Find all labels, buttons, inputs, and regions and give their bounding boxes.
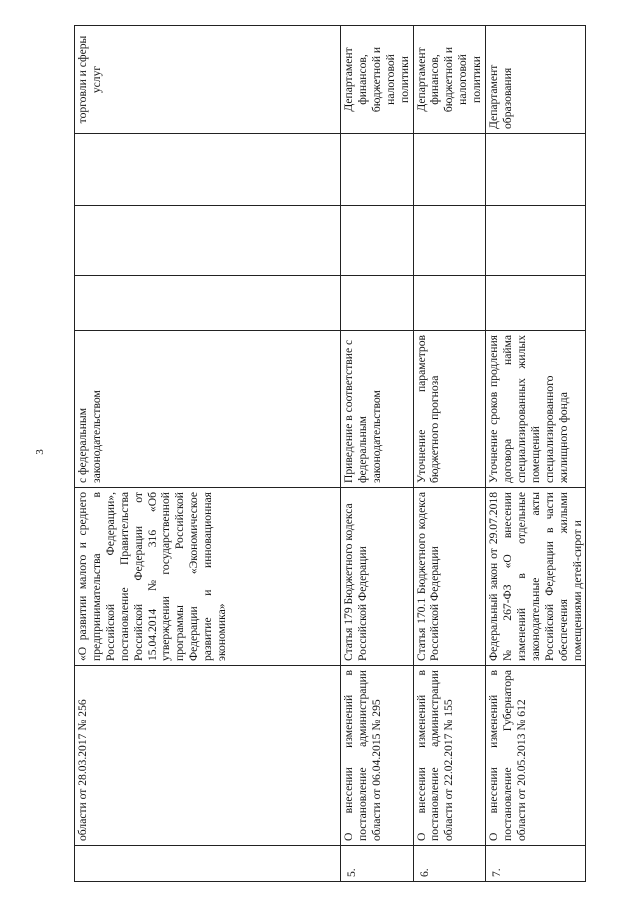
cell-empty: [75, 276, 341, 331]
cell-empty: [486, 206, 586, 276]
cell-responsible: торговли и сферы услуг: [75, 26, 341, 134]
page-number: 3: [34, 449, 46, 455]
cell-responsible: Департамент финансов, бюджетной и налоговой политики: [341, 26, 414, 134]
cell-reason: Уточнение сроков продления договора найма специализированных жилых помещений специализированного жилищного фонда: [486, 331, 586, 488]
cell-empty: [413, 276, 486, 331]
cell-reason: Приведение в соответствие с федеральным законодательством: [341, 331, 414, 488]
table-row: [486, 26, 586, 882]
cell-empty: [413, 206, 486, 276]
cell-responsible: Департамент финансов, бюджетной и налоговой политики: [413, 26, 486, 134]
cell-empty: [413, 134, 486, 206]
cell-title: О внесении изменений в постановление администрации области от 06.04.2015 № 295: [341, 666, 414, 846]
cell-empty: [341, 276, 414, 331]
cell-empty: [75, 134, 341, 206]
cell-empty: [341, 206, 414, 276]
cell-legal-basis: Статья 179 Бюджетного кодекса Российской Федерации: [341, 488, 414, 666]
cell-title: О внесении изменений в постановление администрации области от 22.02.2017 № 155: [413, 666, 486, 846]
cell-empty: [486, 134, 586, 206]
cell-reason: Уточнение параметров бюджетного прогноза: [413, 331, 486, 488]
plan-table: [74, 25, 586, 882]
cell-number: 6.: [413, 846, 486, 882]
cell-legal-basis: Статья 170.1 Бюджетного кодекса Российской Федерации: [413, 488, 486, 666]
cell-number: [75, 846, 341, 882]
cell-title: области от 28.03.2017 № 256: [75, 666, 341, 846]
cell-reason: с федеральным законодательством: [75, 331, 341, 488]
cell-legal-basis: Федеральный закон от 29.07.2018 № 267-ФЗ «О внесении изменений в отдельные законодательные акты Российской Федерации в части обеспечения жилыми помещениями детей-сирот и: [486, 488, 586, 666]
table-row: [341, 26, 414, 882]
cell-empty: [341, 134, 414, 206]
cell-empty: [75, 206, 341, 276]
cell-responsible: Департамент образования: [486, 26, 586, 134]
cell-empty: [486, 276, 586, 331]
table-row-continued: [75, 26, 341, 882]
table-row: [413, 26, 486, 882]
rotated-page-content: [74, 26, 584, 882]
cell-legal-basis: «О развитии малого и среднего предпринимательства в Российской Федерации», постановление Правительства Российской Федерации от 15.04.2014 № 316 «Об утверждении государственной программы Российской Федерации «Экономическое развитие и инновационная экономика»: [75, 488, 341, 666]
cell-number: 5.: [341, 846, 414, 882]
cell-title: О внесении изменений в постановление Губернатора области от 20.05.2013 № 612: [486, 666, 586, 846]
cell-number: 7.: [486, 846, 586, 882]
